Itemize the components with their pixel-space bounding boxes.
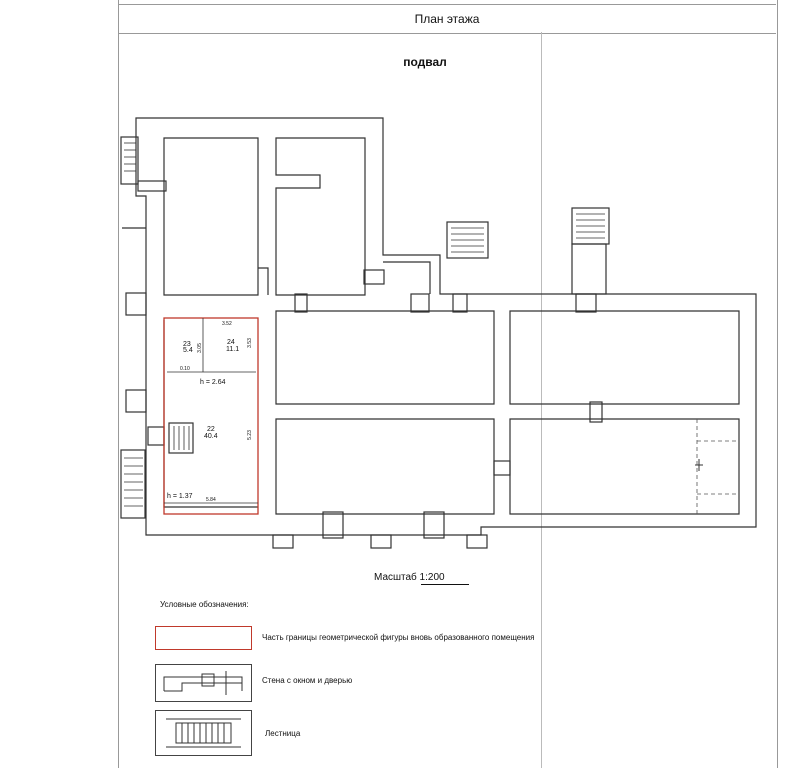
dimension-top: 3.52 (222, 321, 232, 327)
legend-swatch-stair (155, 710, 252, 756)
stair-icon (156, 711, 251, 755)
wall-window-door-icon (156, 665, 251, 701)
door-opening (138, 181, 166, 191)
door-opening (323, 512, 343, 538)
inner-wall-left-block (164, 138, 258, 295)
legend-text-stair: Лестница (265, 729, 301, 738)
dimension-room22-bottom: 5.84 (206, 497, 216, 503)
room-23-area: 5.4 (183, 347, 193, 354)
height-lower: h = 1.37 (167, 493, 193, 500)
window-recess (371, 535, 391, 548)
door-opening (411, 294, 429, 312)
room-24-number: 24 (227, 339, 235, 346)
door-opening (364, 270, 384, 284)
stair (121, 450, 145, 518)
room-22-area: 40.4 (204, 433, 218, 440)
window-recess (467, 535, 487, 548)
legend-text-boundary: Часть границы геометрической фигуры вновь образованного помещения (262, 633, 535, 642)
legend-text-wall: Стена с окном и дверью (262, 676, 353, 685)
dimension-room24-side: 3.53 (246, 338, 253, 348)
dimension-room22-side: 5.23 (246, 430, 253, 440)
inner-wall-right-top (510, 311, 739, 404)
door-opening (453, 294, 467, 312)
wall-segment (258, 268, 268, 295)
floor-label: подвал (403, 55, 447, 69)
window-recess (126, 390, 146, 412)
legend-title: Условные обозначения: (160, 600, 249, 609)
height-upper: h = 2.64 (200, 379, 226, 386)
door-opening (424, 512, 444, 538)
window-recess (273, 535, 293, 548)
inner-wall-right-bottom (510, 419, 739, 514)
scale-underline (421, 584, 469, 585)
legend-swatch-boundary (155, 626, 252, 650)
legend-swatch-wall (155, 664, 252, 702)
door-opening (576, 294, 596, 312)
highlighted-room-boundary (164, 318, 258, 514)
room-23-number: 23 (183, 341, 191, 348)
inner-wall-mid-bottom (276, 419, 494, 514)
inner-wall-mid-top (276, 311, 494, 404)
scale-label: Масштаб 1:200 (374, 572, 445, 583)
room-22-number: 22 (207, 426, 215, 433)
window-recess (126, 293, 146, 315)
stair (572, 244, 606, 294)
sheet-title: План этажа (414, 12, 480, 26)
dimension-room23-side: 3.05 (196, 343, 203, 353)
room-24-area: 11.1 (226, 346, 240, 353)
door-opening (494, 461, 510, 475)
door-opening (148, 427, 164, 445)
door-opening (295, 294, 307, 312)
dimension-room23-bottom: 0.10 (180, 366, 190, 372)
wall-segment (164, 320, 258, 507)
wall-segment (383, 262, 430, 294)
inner-wall-mid-block (276, 138, 365, 295)
